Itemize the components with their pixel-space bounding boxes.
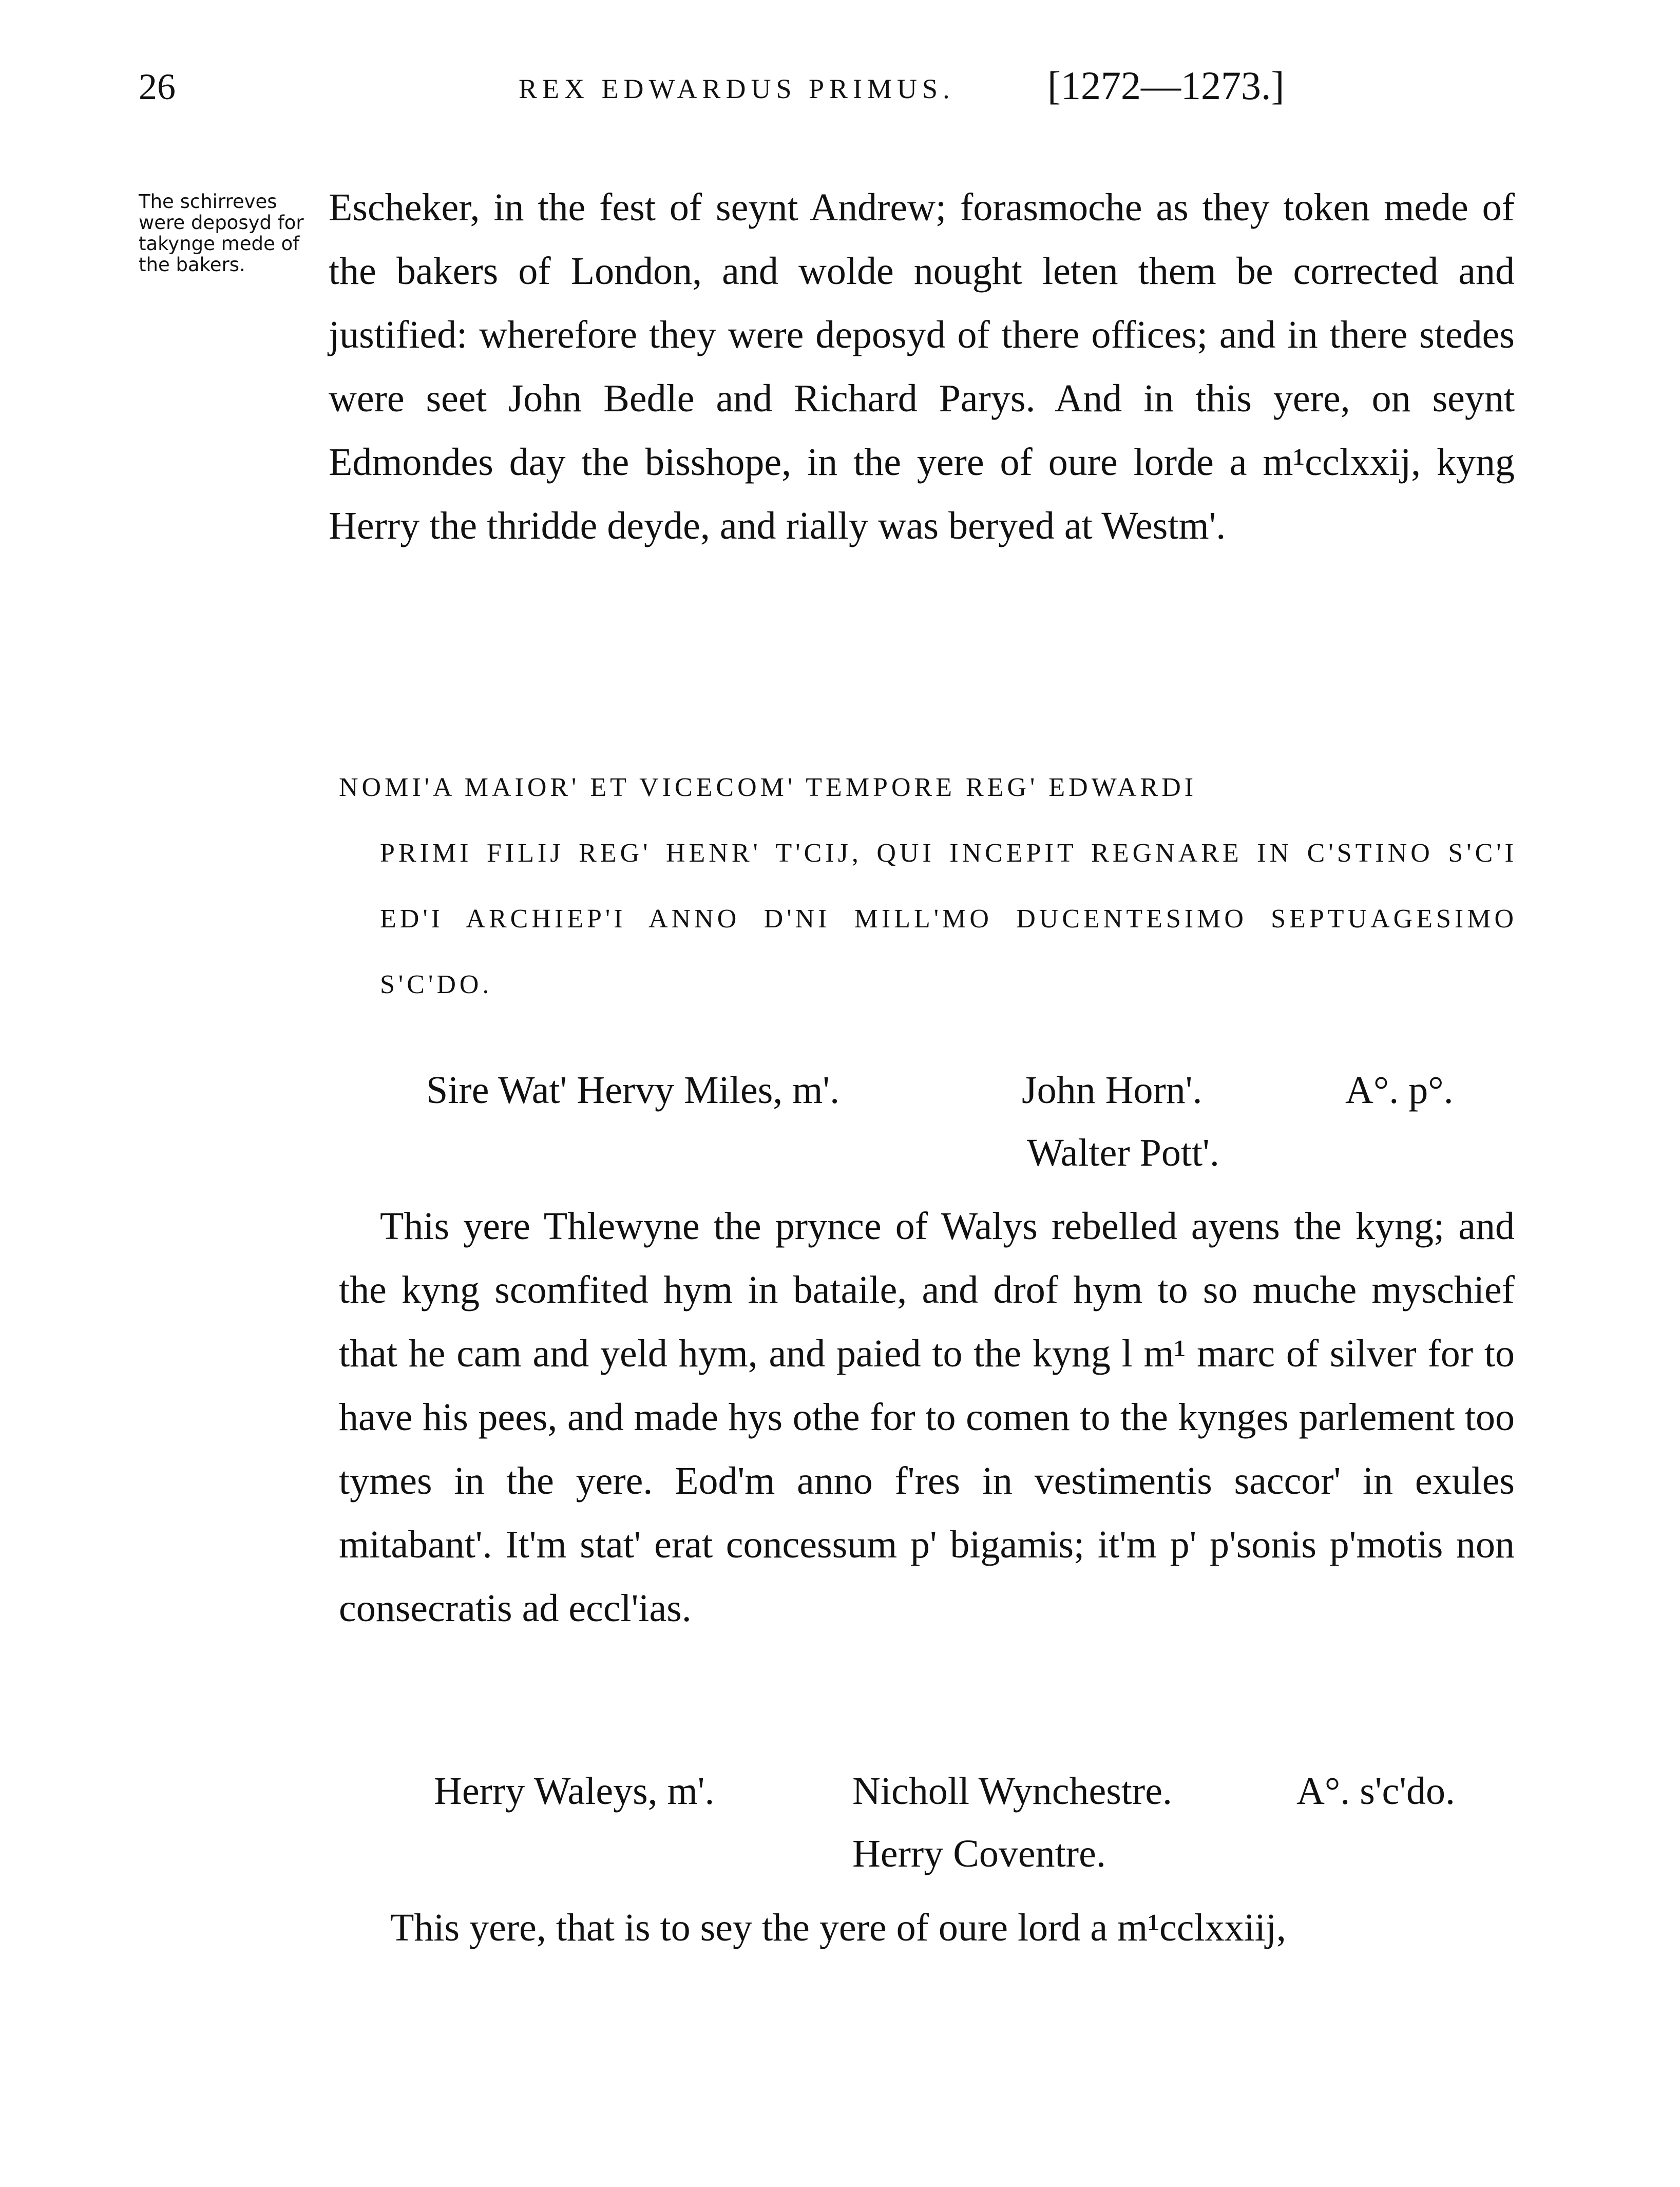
page-header (0, 63, 1680, 122)
section-heading-rest: PRIMI FILIJ REG' HENR' T'CIJ, QUI INCEPIT REGNARE IN C'STINO S'C'I ED'I ARCHIEP'I ANNO D'NI MILL'MO DUCENTESIMO SEPTUAGESIMO S'C'DO. (380, 839, 1517, 999)
section-heading (339, 755, 1517, 1018)
sheriff-name-2: Herry Coventre. (852, 1832, 1106, 1875)
side-note: The schirreves were deposyd for takynge mede of the bakers. (139, 191, 304, 276)
date-range: [1272—1273.] (1047, 63, 1285, 108)
sheriff-name-1: John Horn'. (1022, 1069, 1202, 1112)
sheriff-name-2: Walter Pott'. (1027, 1131, 1219, 1174)
sheriff-name-1: Nicholl Wynchestre. (852, 1770, 1172, 1813)
mayor-name: Herry Waleys, m'. (434, 1770, 715, 1813)
running-head: REX EDWARDUS PRIMUS. (519, 73, 955, 104)
page-number: 26 (139, 66, 176, 107)
paragraph-2 (339, 1194, 1515, 1640)
regnal-year: A°. p°. (1345, 1069, 1454, 1112)
paragraph-1-text: Escheker, in the fest of seynt Andrew; forasmoche as they token mede of the bakers of London, and wolde nought leten them be corrected and justified: wherefore they were deposyd of there offices; and in there stedes were seet John Bedle and Richard Parys. And in this yere, on seynt Edmondes day the bisshope, in the yere of oure lorde a m¹cclxxij, kyng Herry the thridde deyde, and rially was beryed at Westm'. (329, 186, 1515, 547)
paragraph-2-text: This yere Thlewyne the prynce of Walys rebelled ayens the kyng; and the kyng scomfited hym in bataile, and drof hym to so muche myschief that he cam and yeld hym, and paied to the kyng l m¹ marc of silver for to have his pees, and made hys othe for to comen to the kynges parlement too tymes in the yere. Eod'm anno f'res in vestimentis saccor' in exules mitabant'. It'm stat' erat concessum p' bigamis; it'm p' p'sonis p'motis non consecratis ad eccl'ias. (339, 1205, 1515, 1630)
regnal-year: A°. s'c'do. (1296, 1770, 1455, 1813)
section-heading-first-line: NOMI'A MAIOR' ET VICECOM' TEMPORE REG' EDWARDI (339, 773, 1197, 802)
mayor-name: Sire Wat' Hervy Miles, m'. (426, 1069, 840, 1112)
paragraph-3 (390, 1896, 1520, 1960)
paragraph-1 (329, 176, 1515, 558)
paragraph-3-text: This yere, that is to sey the yere of oure lord a m¹cclxxiij, (390, 1906, 1286, 1949)
